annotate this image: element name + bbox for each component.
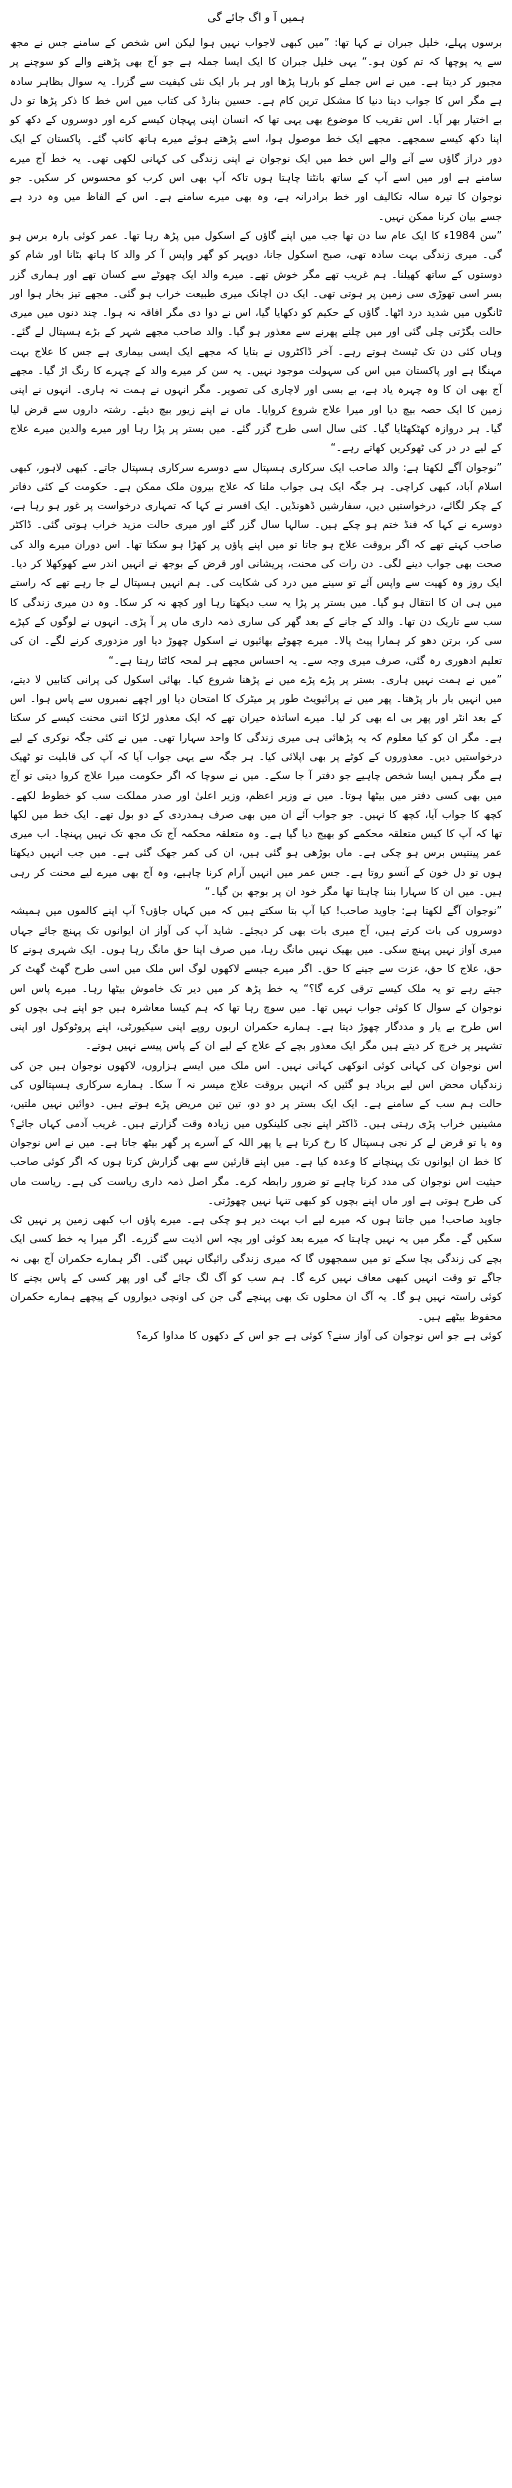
article-paragraph: جاوید صاحب! میں جانتا ہوں کہ میرے لیے اب بہت دیر ہو چکی ہے۔ میرے پاؤں اب کبھی زمین پر نہیں ٹک سکیں گے۔ مگر میں یہ نہیں چاہتا کہ میرے بعد کوئی اور بچہ اس اذیت سے گزرے۔ اگر میرا یہ خط کسی ایک بچے کی زندگی بچا سکے تو میں سمجھوں گا کہ میری زندگی رائیگاں نہیں گئی۔ اگر ہمارے حکمران آج بھی نہ جاگے تو وقت انہیں کبھی معاف نہیں کرے گا۔ ہم سب کو آگ لگ جائے گی اور پھر کسی کے پاس بچنے کا کوئی راستہ نہیں ہو گا۔ یہ آگ ان محلوں تک بھی پہنچے گی جن کی اونچی دیواروں کے پیچھے ہمارے حکمران محفوظ بیٹھے ہیں۔	[10, 1214, 502, 1323]
article-paragraph: ”نوجوان آگے لکھتا ہے: جاوید صاحب! کیا آپ بتا سکتے ہیں کہ میں کہاں جاؤں؟ آپ اپنے کالموں میں ہمیشہ دوسروں کی بات کرتے ہیں، آج میری بات بھی کر دیجئے۔ شاید آپ کی آواز ان ایوانوں تک پہنچ جائے جہاں میری آواز نہیں پہنچ سکی۔ میں بھیک نہیں مانگ رہا، میں صرف اپنا حق مانگ رہا ہوں۔ ایک شہری ہونے کا حق، علاج کا حق، عزت سے جینے کا حق۔ اگر میرے جیسے لاکھوں لوگ اس ملک میں اسی طرح گھٹ گھٹ کر جیتے رہے تو یہ ملک کیسے ترقی کرے گا؟“ یہ خط پڑھ کر میں دیر تک خاموش بیٹھا رہا۔ میرے پاس اس نوجوان کے سوال کا کوئی جواب نہیں تھا۔ میں سوچ رہا تھا کہ ہم کیسا معاشرہ ہیں جو اپنے ہی بچوں کو اس طرح بے یار و مددگار چھوڑ دیتا ہے۔ ہمارے حکمران اربوں روپے اپنی سیکیورٹی، اپنے پروٹوکول اور اپنی تشہیر پر خرچ کر دیتے ہیں مگر ایک معذور بچے کے علاج کے لیے ان کے پاس پیسے نہیں ہوتے۔	[10, 905, 502, 1053]
article-paragraph: ”میں نے ہمت نہیں ہاری۔ بستر پر پڑے پڑے میں نے پڑھنا شروع کیا۔ بھائی اسکول کی پرانی کتابیں لا دیتے، میں انہیں بار بار پڑھتا۔ پھر میں نے پرائیویٹ طور پر میٹرک کا امتحان دیا اور اچھے نمبروں سے پاس ہوا۔ اس کے بعد انٹر اور پھر بی اے بھی کر لیا۔ میرے اساتذہ حیران تھے کہ ایک معذور لڑکا اتنی محنت کیسے کر سکتا ہے۔ مگر ان کو کیا معلوم کہ یہ پڑھائی ہی میری زندگی کا واحد سہارا تھی۔ میں نے کئی جگہ نوکری کے لیے درخواستیں دیں۔ معذوروں کے کوٹے پر بھی اپلائی کیا۔ ہر جگہ سے یہی جواب آیا کہ آپ کی قابلیت تو ٹھیک ہے مگر ہمیں ایسا شخص چاہیے جو دفتر آ جا سکے۔ میں نے سوچا کہ اگر حکومت میرا علاج کروا دیتی تو آج میں بھی کسی دفتر میں بیٹھا ہوتا۔ میں نے وزیر اعظم، وزیر اعلیٰ اور صدر مملکت سب کو خطوط لکھے۔ کچھ کا جواب آیا، کچھ کا نہیں۔ جو جواب آئے ان میں بھی صرف ہمدردی کے دو بول تھے۔ ایک خط میں لکھا تھا کہ آپ کا کیس متعلقہ محکمے کو بھیج دیا گیا ہے۔ وہ متعلقہ محکمہ آج تک مجھ تک نہیں پہنچا۔ اب میری عمر پینتیس برس ہو چکی ہے۔ ماں بوڑھی ہو گئی ہیں، ان کی کمر جھک گئی ہے۔ میں جب انہیں دیکھتا ہوں تو دل خون کے آنسو روتا ہے۔ جس عمر میں انہیں آرام کرنا چاہیے، وہ آج بھی میرے لیے محنت کر رہی ہیں۔ میں ان کا سہارا بننا چاہتا تھا مگر خود ان پر بوجھ بن گیا۔“	[10, 673, 502, 899]
article-paragraph: ”سن 1984ء کا ایک عام سا دن تھا جب میں اپنے گاؤں کے اسکول میں پڑھ رہا تھا۔ عمر کوئی بارہ برس ہو گی۔ میری زندگی بہت سادہ تھی، صبح اسکول جانا، دوپہر کو گھر واپس آ کر والد کا ہاتھ بٹانا اور شام کو دوستوں کے ساتھ کھیلنا۔ ہم غریب تھے مگر خوش تھے۔ میرے والد ایک چھوٹے سے کسان تھے اور ہماری گزر بسر اسی تھوڑی سی زمین پر ہوتی تھی۔ ایک دن اچانک میری طبیعت خراب ہو گئی۔ مجھے تیز بخار ہوا اور ٹانگوں میں شدید درد اٹھا۔ گاؤں کے حکیم کو دکھایا گیا، اس نے دوا دی مگر افاقہ نہ ہوا۔ چند دنوں میں میری حالت بگڑتی چلی گئی اور میں چلنے پھرنے سے معذور ہو گیا۔ والد صاحب مجھے شہر کے بڑے ہسپتال لے گئے۔ وہاں کئی دن تک ٹیسٹ ہوتے رہے۔ آخر ڈاکٹروں نے بتایا کہ مجھے ایک ایسی بیماری ہے جس کا علاج بہت مہنگا ہے اور پاکستان میں اس کی سہولت موجود نہیں۔ یہ سن کر میرے والد کے چہرے کا رنگ اڑ گیا۔ مجھے آج بھی ان کا وہ چہرہ یاد ہے، بے بسی اور لاچاری کی تصویر۔ مگر انہوں نے ہمت نہ ہاری۔ انہوں نے اپنی زمین کا ایک حصہ بیچ دیا اور میرا علاج شروع کروایا۔ ماں نے اپنے زیور بیچ دیئے۔ رشتہ داروں سے قرض لیا گیا۔ ہر دروازہ کھٹکھٹایا گیا۔ کئی سال اسی طرح گزر گئے۔ میں بستر پر پڑا رہا اور میرے والدین میرے علاج کے لیے در در کی ٹھوکریں کھاتے رہے۔“	[10, 229, 502, 455]
article-headline: ہمیں آ و اگ جائے گی	[207, 11, 305, 24]
article-paragraph: ”نوجوان آگے لکھتا ہے: والد صاحب ایک سرکاری ہسپتال سے دوسرے سرکاری ہسپتال جاتے۔ کبھی لاہور، کبھی اسلام آباد، کبھی کراچی۔ ہر جگہ ایک ہی جواب ملتا کہ علاج بیرون ملک ممکن ہے۔ حکومت کے کئی دفاتر کے چکر لگائے، درخواستیں دیں، سفارشیں ڈھونڈیں۔ ایک افسر نے کہا کہ تمہاری درخواست پر غور ہو رہا ہے، دوسرے نے کہا کہ فنڈ ختم ہو چکے ہیں۔ سالہا سال گزر گئے اور میری حالت مزید خراب ہوتی گئی۔ ڈاکٹر صاحب کہتے تھے کہ اگر بروقت علاج ہو جاتا تو میں اپنے پاؤں پر کھڑا ہو سکتا تھا۔ اس دوران میرے والد کی صحت بھی جواب دینے لگی۔ دن رات کی محنت، پریشانی اور قرض کے بوجھ نے انہیں اندر سے کھوکھلا کر دیا۔ ایک روز وہ کھیت سے واپس آئے تو سینے میں درد کی شکایت کی۔ ہم انہیں ہسپتال لے جا رہے تھے کہ راستے میں ہی ان کا انتقال ہو گیا۔ میں بستر پر پڑا یہ سب دیکھتا رہا اور کچھ نہ کر سکا۔ وہ دن میری زندگی کا سب سے تاریک دن تھا۔ والد کے جانے کے بعد گھر کی ساری ذمہ داری ماں پر آ پڑی۔ انہوں نے لوگوں کے کپڑے سی کر، برتن دھو کر ہمارا پیٹ پالا۔ میرے چھوٹے بھائیوں نے اسکول چھوڑ دیا اور مزدوری کرنے لگے۔ ان کی تعلیم ادھوری رہ گئی، صرف میری وجہ سے۔ یہ احساس مجھے ہر لمحہ کاٹتا رہتا ہے۔“	[10, 461, 502, 667]
article-body	[10, 34, 502, 1346]
article-paragraph: کوئی ہے جو اس نوجوان کی آواز سنے؟ کوئی ہے جو اس کے دکھوں کا مداوا کرے؟	[136, 1329, 502, 1342]
article-paragraph: برسوں پہلے، خلیل جبران نے کہا تھا: ”میں کبھی لاجواب نہیں ہوا لیکن اس شخص کے سامنے جس نے مجھ سے یہ پوچھا کہ تم کون ہو۔“ یہی خلیل جبران کا ایک ایسا جملہ ہے جو آج بھی پڑھنے والے کو سوچنے پر مجبور کر دیتا ہے۔ میں نے اس جملے کو بارہا پڑھا اور ہر بار ایک نئی کیفیت سے گزرا۔ یہ سوال بظاہر سادہ ہے مگر اس کا جواب دینا دنیا کا مشکل ترین کام ہے۔ حسین بنارڈ کی کتاب میں اس خط کا ذکر پڑھا تو دل بے اختیار بھر آیا۔ اس تقریب کا موضوع بھی یہی تھا کہ انسان اپنی پہچان کیسے کرے اور دوسروں کے دکھ کو اپنا دکھ کیسے سمجھے۔ مجھے ایک خط موصول ہوا، اسے پڑھتے ہوئے میرے ہاتھ کانپ گئے۔ پاکستان کے ایک دور دراز گاؤں سے آنے والے اس خط میں ایک نوجوان نے اپنی زندگی کی کہانی لکھی تھی۔ یہ خط آج میرے سامنے ہے اور میں اسے آپ کے ساتھ بانٹنا چاہتا ہوں تاکہ آپ بھی اس کرب کو محسوس کر سکیں۔ جو نوجوان کا تیرہ سالہ تکالیف اور خط برادرانہ ہے، وہ بھی میرے سامنے ہے۔ اس کے الفاظ میں وہ درد ہے جسے بیان کرنا ممکن نہیں۔	[10, 37, 502, 223]
article-paragraph: اس نوجوان کی کہانی کوئی انوکھی کہانی نہیں۔ اس ملک میں ایسے ہزاروں، لاکھوں نوجوان ہیں جن کی زندگیاں محض اس لیے برباد ہو گئیں کہ انہیں بروقت علاج میسر نہ آ سکا۔ ہمارے سرکاری ہسپتالوں کی حالت ہم سب کے سامنے ہے۔ ایک ایک بستر پر دو دو، تین تین مریض پڑے ہوتے ہیں۔ دوائیں نہیں ملتیں، مشینیں خراب پڑی رہتی ہیں۔ ڈاکٹر اپنے نجی کلینکوں میں زیادہ وقت گزارتے ہیں۔ غریب آدمی کہاں جائے؟ وہ یا تو قرض لے کر نجی ہسپتال کا رخ کرتا ہے یا پھر اللہ کے آسرے پر گھر بیٹھ جاتا ہے۔ میں نے اس نوجوان کا خط ان ایوانوں تک پہنچانے کا وعدہ کیا ہے۔ میں اپنے قارئین سے بھی گزارش کرتا ہوں کہ اگر کوئی صاحب حیثیت اس نوجوان کی مدد کرنا چاہے تو ضرور رابطہ کرے۔ مگر اصل ذمہ داری ریاست کی ہے۔ ریاست ماں کی طرح ہوتی ہے اور ماں اپنے بچوں کو کبھی تنہا نہیں چھوڑتی۔	[10, 1059, 502, 1207]
